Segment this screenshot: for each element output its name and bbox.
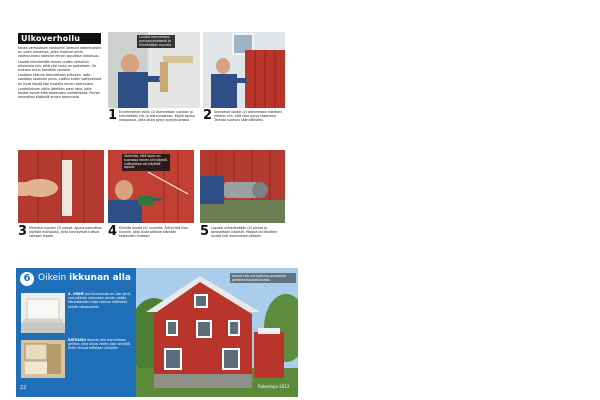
step-2 bbox=[203, 110, 285, 122]
step-3 bbox=[18, 226, 104, 238]
section-title-bold: ikkunan alla bbox=[69, 273, 131, 283]
step-number: 2 bbox=[203, 108, 213, 123]
section-number-badge: 6 bbox=[20, 272, 34, 286]
section-title bbox=[38, 272, 132, 284]
photo-step-5 bbox=[200, 150, 285, 223]
intro-paragraph: Laudat kiinnitetään ennen uuden verhoilun alkamista niin, että yksi lauta on paikallaan. Se tuetaan ensin kahdella naulalla. bbox=[18, 59, 96, 73]
step-text: Lopuksi viimeistellään (5) pinnat ja tarkistetaan liitokset. Maalaa tai käsittele laudat heti asennuksen jälkeen. bbox=[211, 226, 278, 238]
intro-paragraph: Koska verhouksen vanhoihin järeisiin rakennuksiin on usein pienempi, joten huomioi omat rakennuksesi rakenne ennen lopullista ratkaisua. bbox=[18, 46, 102, 59]
step-number: 5 bbox=[200, 224, 210, 239]
step-text: Seuraavat laudat (2) asennetaan edellisen viereen niin, että rako pysyy tasaisena. Tarkista suoruus säännöllisesti. bbox=[214, 110, 283, 122]
photo-step-2 bbox=[203, 32, 285, 108]
step-1 bbox=[108, 110, 200, 122]
step-5 bbox=[200, 226, 285, 238]
window-detail-photo-b bbox=[21, 340, 65, 378]
tip-b-text: Ikkunan alle asennetaan pellitys, joka ohjaa veden pois seinältä. Pellin reunat taitetaan ylöspäin. bbox=[68, 338, 131, 351]
photo-callout: Varmista, että lauta on suorassa ennen kiinnitystä. Lattialistaa voi käyttää apuna. bbox=[122, 154, 170, 171]
house-caption: Valmis talo verhoiltuna punaisella peiterimalaudoituksella. bbox=[230, 273, 296, 283]
step-text: Kiinnitä laudat (4) ruuveilla. Älä kiristä liian tiukalle, jotta lauta pääsee elämään kosteuden mukaan. bbox=[119, 226, 188, 238]
step-number: 3 bbox=[18, 224, 28, 239]
step-number: 1 bbox=[108, 108, 118, 123]
step-number: 4 bbox=[108, 224, 118, 239]
photo-step-3 bbox=[18, 150, 104, 223]
intro-paragraph: Laudoituksen väliin jätetään pieni rako, jotta laudat voivat elää kosteuden vaihdellessa. Pinnat kannattaa käsitellä ennen asennusta. bbox=[18, 86, 100, 100]
tip-a bbox=[68, 292, 132, 309]
intro-text bbox=[18, 46, 103, 100]
photo-callout: Laudat asennetaan pystysuuntaisesti ja kiinnitetään ruuvein. bbox=[137, 35, 175, 48]
step-text: Merkitse ruuvien (3) paikat. Apuna kannattaa käyttää mallipalaa, jotta kiinnitykset tulevat samaan linjaan. bbox=[29, 226, 102, 238]
window-detail-photo-a bbox=[21, 293, 65, 333]
tip-a-label: A. VIRHE bbox=[68, 292, 84, 296]
footer-label: Rakentaja 2013 bbox=[258, 384, 290, 389]
page-number: 22 bbox=[20, 385, 27, 391]
tip-b bbox=[68, 338, 132, 351]
article-title: Ulkoverhoilu bbox=[18, 33, 101, 44]
house-photo bbox=[136, 268, 298, 397]
step-text: Ensimmäinen lauta (1) asennetaan suoraan ja kiinnitetään ylä- ja alareunastaan. Käytä apuna vatupassia, jotta lauta pysyy pystysuorassa. bbox=[119, 110, 195, 122]
tip-a-text: Jos ikkunalauta on liian lyhyt, vesi pääsee valumaan seinän sisään. Ikkunalaudan tulee ulottua riittävästi seinän ulkopuolelle. bbox=[68, 292, 132, 309]
step-4 bbox=[108, 226, 194, 238]
section-title-prefix: Oikein bbox=[38, 273, 67, 283]
intro-paragraph: Lautojen tilanne tarkistetaan erikseen, jotta saadaan tasainen pinta. Lisäksi kaikki vaihtoehdot on hyvä käydä läpi huolella ennen asennusta. bbox=[18, 73, 102, 86]
tip-b-label: RATKAISU bbox=[68, 338, 86, 342]
